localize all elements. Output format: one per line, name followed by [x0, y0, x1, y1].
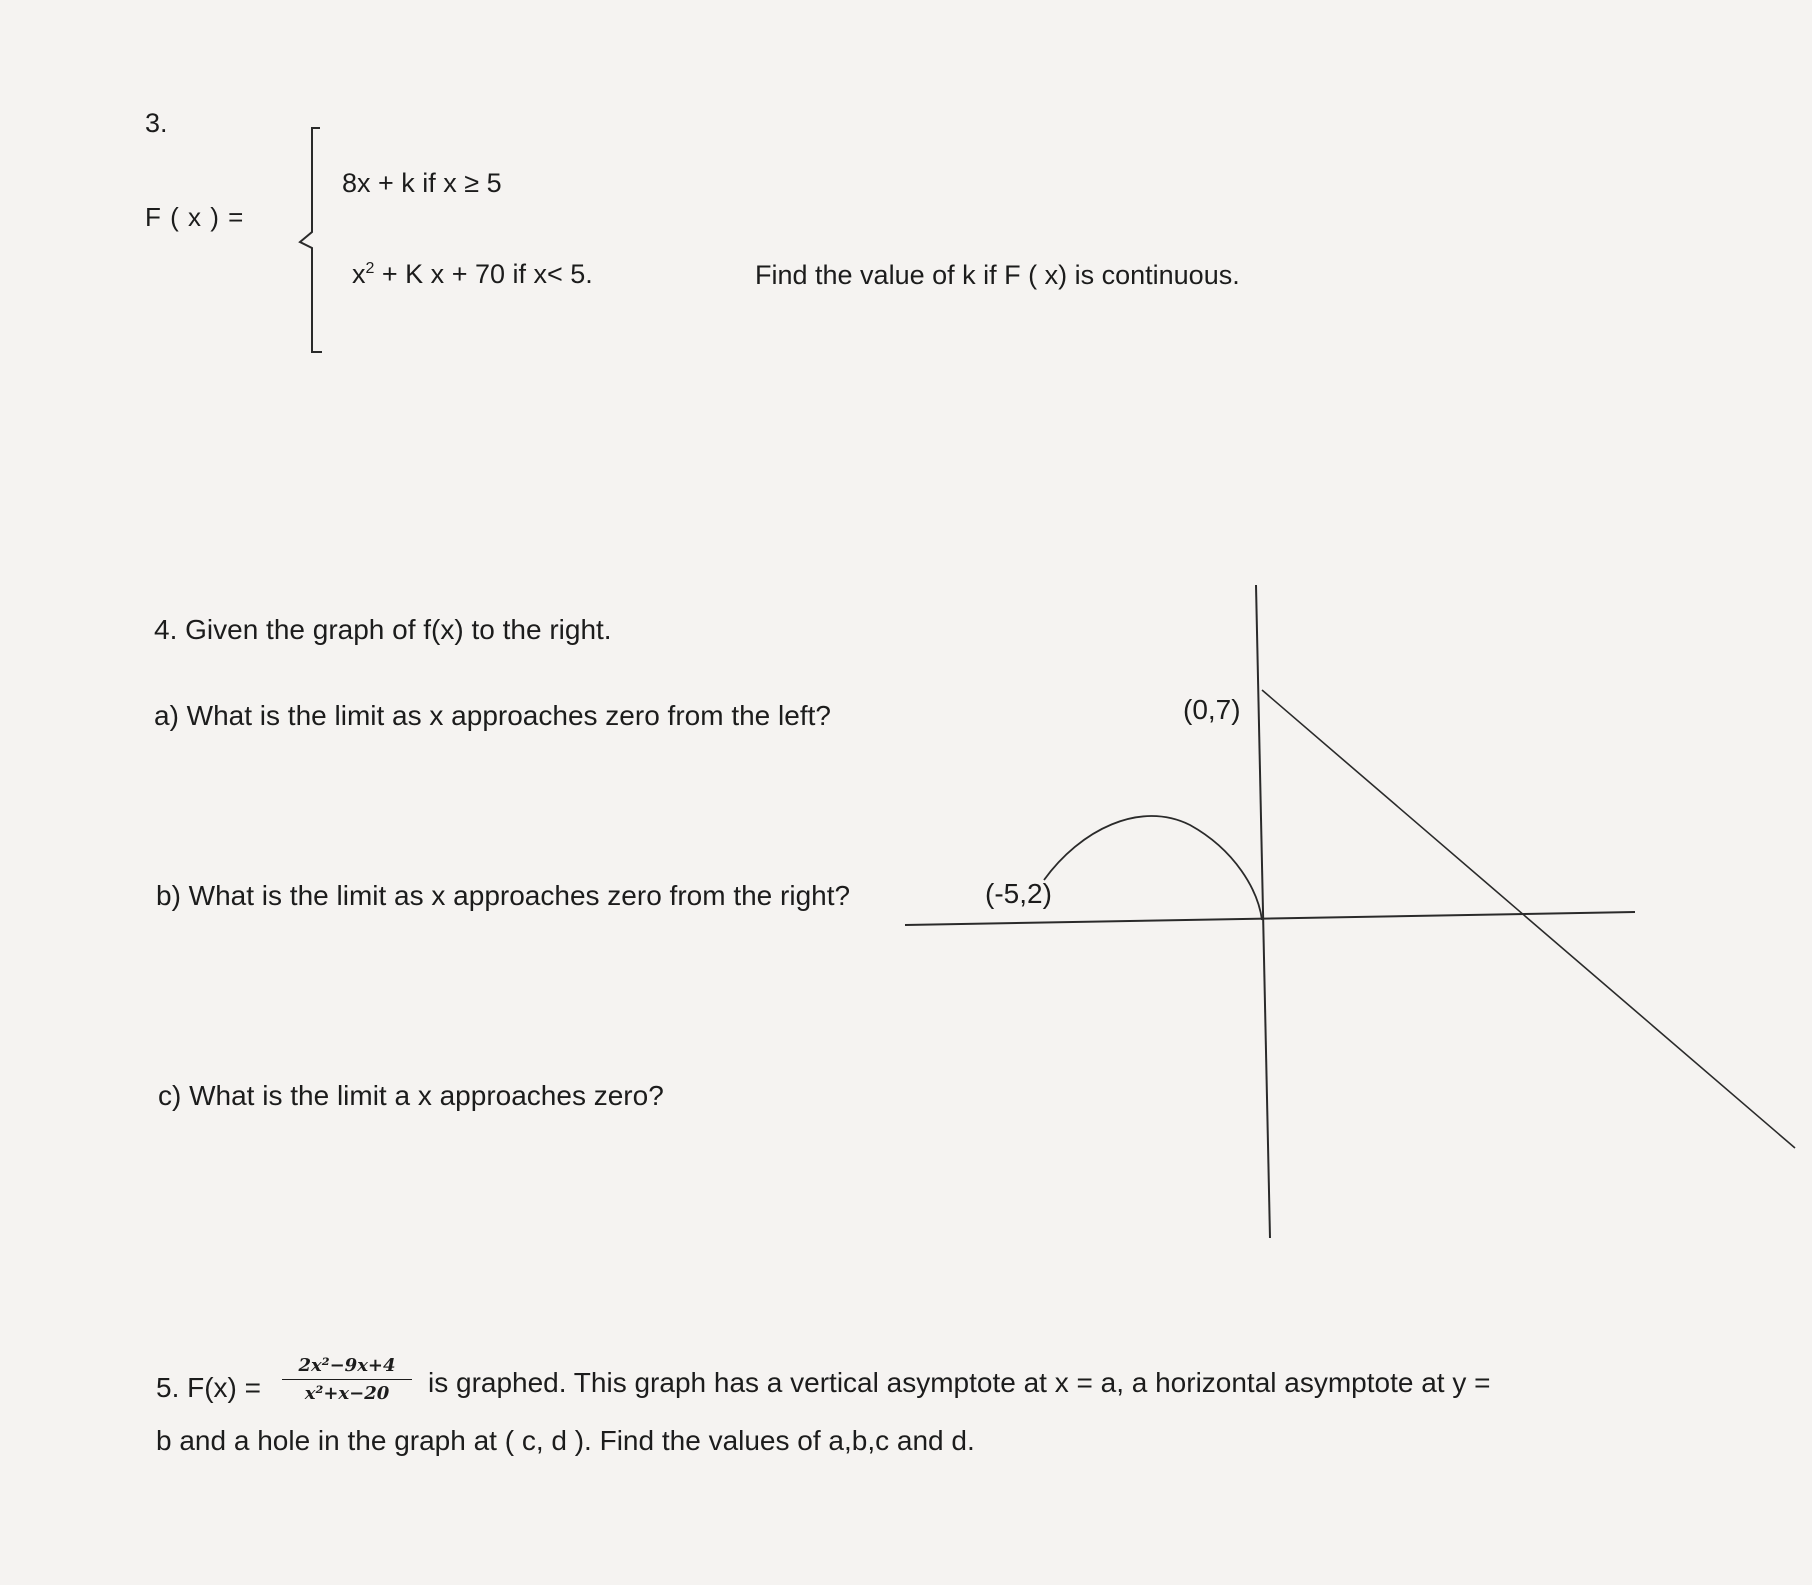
question-4a: a) What is the limit as x approaches zero from the left?	[154, 700, 831, 731]
piecewise-case-1: 8x + k if x ≥ 5	[342, 168, 502, 198]
question-3-number: 3.	[145, 108, 168, 138]
descending-line	[1262, 690, 1795, 1148]
rational-function-fraction	[282, 1355, 412, 1404]
fraction-numerator: 2x²−9x+4	[282, 1355, 412, 1380]
question-3-instruction: Find the value of k if F ( x) is continuous.	[755, 260, 1240, 290]
question-5-prefix: 5. F(x) =	[156, 1372, 262, 1403]
question-4c: c) What is the limit a x approaches zero?	[158, 1080, 664, 1111]
curved-arc	[1044, 816, 1262, 920]
piecewise-function-label: F ( x ) =	[145, 202, 245, 232]
question-4b: b) What is the limit as x approaches zero from the right?	[156, 880, 851, 911]
point-label-neg5-2: (-5,2)	[985, 878, 1052, 909]
question-4-title: 4. Given the graph of f(x) to the right.	[154, 614, 612, 645]
question-5-text: is graphed. This graph has a vertical asymptote at x = a, a horizontal asymptote at y =	[428, 1367, 1491, 1398]
fraction-denominator: x²+x−20	[304, 1383, 390, 1404]
piecewise-case-2: $x^2 + K$ x + 70 if x< 5.	[352, 259, 593, 289]
question-5-line-2: b and a hole in the graph at ( c, d ). Find the values of a,b,c and d.	[156, 1425, 975, 1456]
x-axis	[905, 912, 1635, 925]
y-axis	[1256, 585, 1270, 1238]
point-label-0-7: (0,7)	[1183, 694, 1241, 725]
